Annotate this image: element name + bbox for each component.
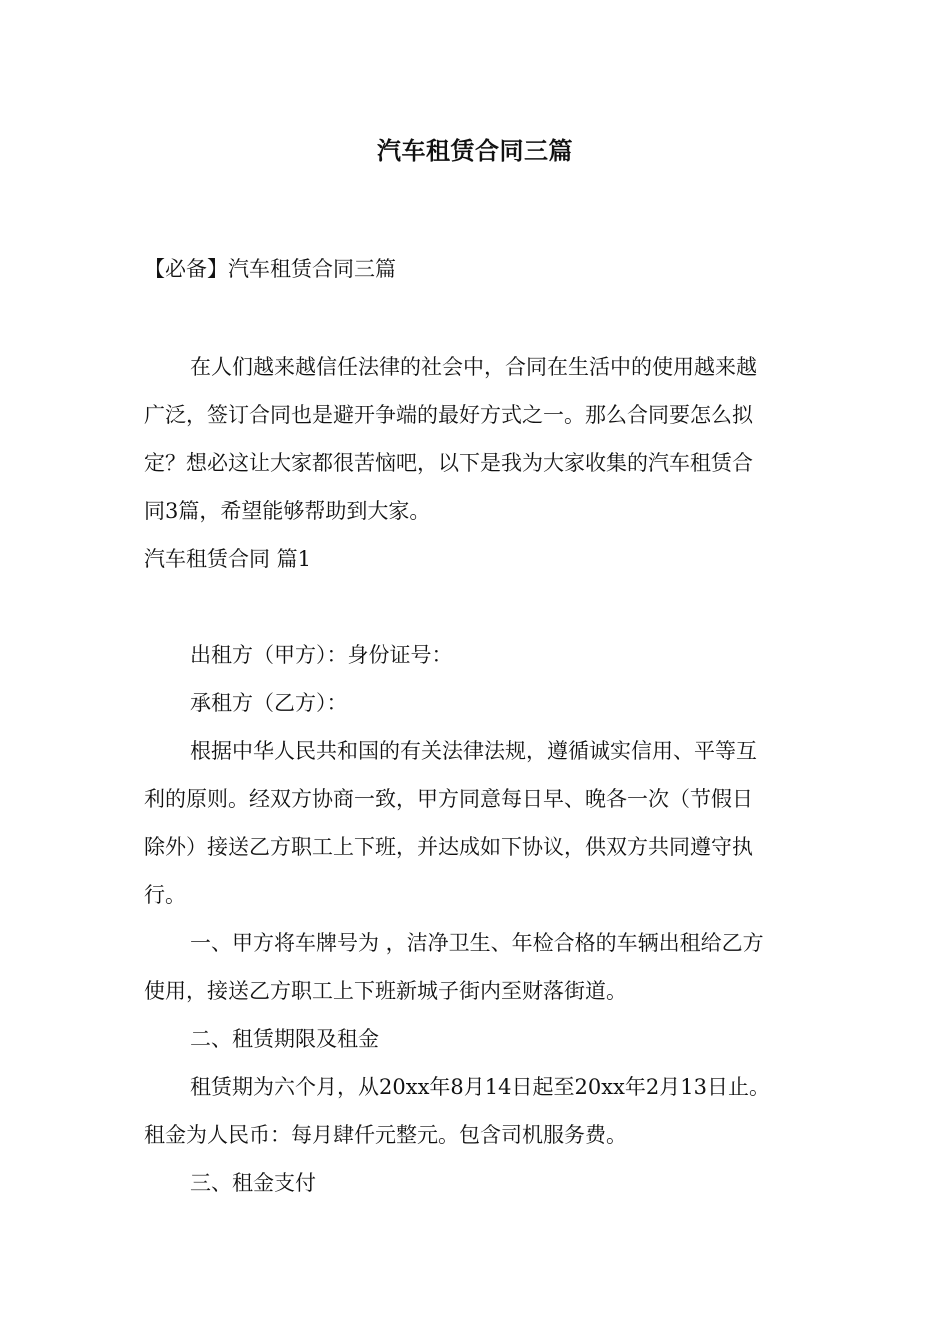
- body-line: 租金为人民币：每月肆仟元整元。包含司机服务费。: [144, 1123, 627, 1147]
- document-title: 汽车租赁合同三篇: [377, 137, 573, 165]
- intro-line: 广泛，签订合同也是避开争端的最好方式之一。那么合同要怎么拟: [144, 403, 753, 427]
- contract-body: [144, 631, 834, 1207]
- body-line: 除外）接送乙方职工上下班，并达成如下协议，供双方共同遵守执: [144, 835, 753, 859]
- lessor-line: 出租方（甲方）：身份证号：: [190, 643, 453, 667]
- body-line: 租赁期为六个月，从20xx年8月14日起至20xx年2月13日止。: [190, 1075, 770, 1099]
- body-line: 使用，接送乙方职工上下班新城子街内至财落街道。: [144, 979, 627, 1003]
- intro-paragraph: [144, 343, 814, 535]
- intro-line: 在人们越来越信任法律的社会中，合同在生活中的使用越来越: [190, 355, 757, 379]
- lessee-line: 承租方（乙方）：: [190, 691, 348, 715]
- intro-line: 定？想必这让大家都很苦恼吧，以下是我为大家收集的汽车租赁合: [144, 451, 753, 475]
- document-subtitle: 【必备】汽车租赁合同三篇: [144, 257, 396, 281]
- body-line: 利的原则。经双方协商一致，甲方同意每日早、晚各一次（节假日: [144, 787, 753, 811]
- body-line: 根据中华人民共和国的有关法律法规，遵循诚实信用、平等互: [190, 739, 757, 763]
- intro-line: 同3篇，希望能够帮助到大家。: [144, 499, 431, 523]
- clause-one-line: 一、甲方将车牌号为 ，洁净卫生、年检合格的车辆出租给乙方: [190, 931, 764, 955]
- body-line: 行。: [144, 883, 186, 907]
- clause-two-heading: 二、租赁期限及租金: [190, 1027, 379, 1051]
- clause-three-heading: 三、租金支付: [190, 1171, 316, 1195]
- section-heading: 汽车租赁合同 篇1: [144, 547, 312, 571]
